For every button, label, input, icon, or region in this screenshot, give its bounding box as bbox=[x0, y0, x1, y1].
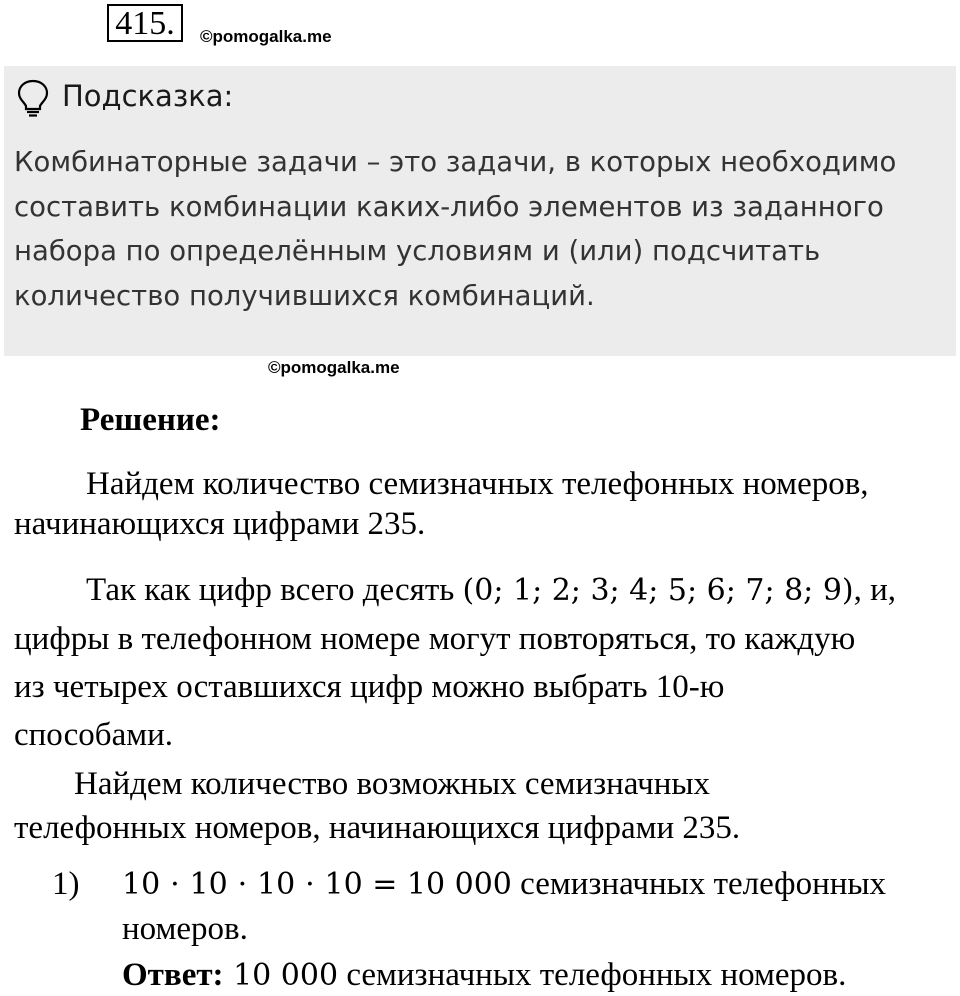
text-line: цифры в телефонном номере могут повторяться, то каждую bbox=[14, 621, 856, 657]
lightbulb-icon bbox=[16, 78, 50, 118]
solution-title: Решение: bbox=[80, 402, 221, 438]
text-line: Найдем количество возможных семизначных bbox=[74, 766, 711, 802]
list-item-number: 1) bbox=[52, 866, 80, 902]
hint-line: набора по определённым условиям и (или) подсчитать bbox=[14, 235, 821, 267]
solution-paragraph-2 bbox=[14, 570, 896, 755]
text-line: номеров. bbox=[122, 911, 248, 947]
digits-set: (0; 1; 2; 3; 4; 5; 6; 7; 8; 9) bbox=[462, 573, 854, 608]
text-segment: , и, bbox=[853, 572, 897, 608]
hint-line: составить комбинации каких-либо элементов из заданного bbox=[14, 190, 884, 223]
text-line: телефонных номеров, начинающихся цифрами 235. bbox=[14, 810, 741, 846]
answer-line bbox=[122, 955, 886, 996]
text-line: способами. bbox=[14, 717, 174, 753]
text-segment: семизначных телефонных bbox=[511, 866, 887, 902]
watermark: ©pomogalka.me bbox=[268, 358, 400, 377]
text-line bbox=[122, 864, 886, 905]
hint-title: Подсказка: bbox=[62, 79, 234, 113]
hint-line: количество получившихся комбинаций. bbox=[14, 279, 595, 312]
solution-paragraph-1 bbox=[14, 464, 869, 544]
hint-line: Комбинаторные задачи – это задачи, в которых необходимо bbox=[14, 146, 897, 178]
text-line: начинающихся цифрами 235. bbox=[14, 506, 426, 542]
task-number: 415. bbox=[107, 4, 183, 42]
list-item bbox=[122, 864, 886, 996]
text-line bbox=[14, 570, 896, 611]
hint-text bbox=[14, 140, 944, 318]
text-segment: семизначных телефонных номеров. bbox=[338, 957, 847, 993]
text-line: Найдем количество семизначных телефонных номеров, bbox=[86, 466, 869, 502]
text-line: из четырех оставшихся цифр можно выбрать 10-ю bbox=[14, 669, 725, 705]
answer-label: Ответ: bbox=[122, 957, 224, 993]
answer-value: 10 000 bbox=[223, 958, 339, 993]
solution-paragraph-3 bbox=[14, 764, 740, 848]
calculation: 10 ⋅ 10 ⋅ 10 ⋅ 10 = 10 000 bbox=[122, 867, 512, 902]
text-segment: Так как цифр всего десять bbox=[86, 572, 463, 608]
watermark: ©pomogalka.me bbox=[200, 27, 332, 46]
